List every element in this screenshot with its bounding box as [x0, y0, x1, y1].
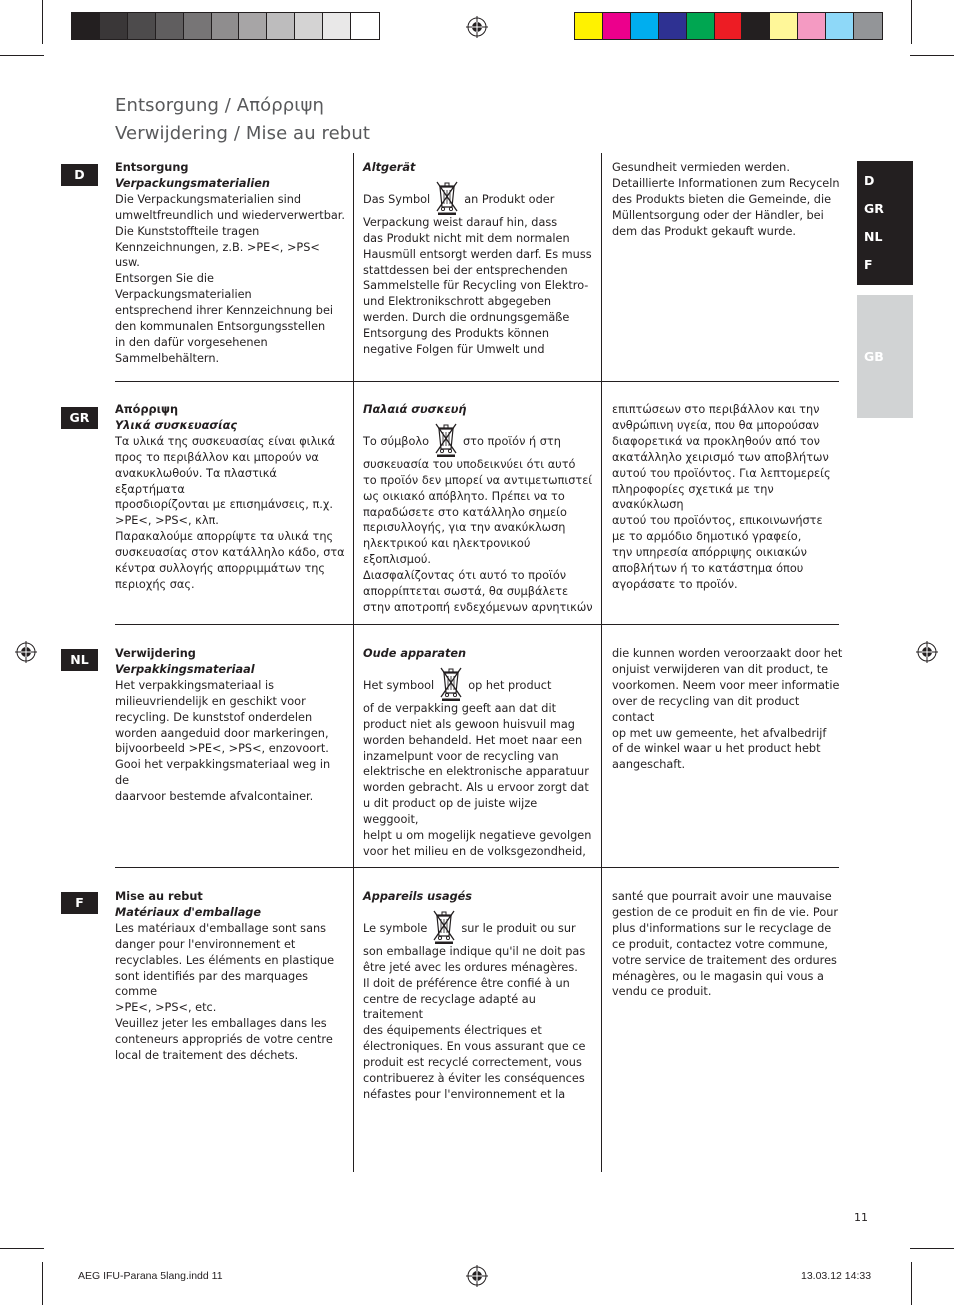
color-bar	[574, 12, 883, 40]
gray-swatch	[267, 13, 295, 39]
section-body: Les matériaux d'emballage sont sans danger pour l'environnement et recyclables. Les éléments en plastique sont identifiés par des marquages comme >PE<, >PS<, etc. Veuillez jeter les emballages dans les conteneurs appropriés de votre centre local de traitement des déchets.	[115, 921, 335, 1063]
crop-mark	[42, 0, 43, 44]
section-subtitle: Υλικά συσκευασίας	[115, 418, 238, 432]
section-title: Entsorgung	[115, 161, 189, 174]
page-number: 11	[854, 1211, 868, 1224]
section-body: Verpackung weist darauf hin, dass das Produkt nicht mit dem normalen Hausmüll entsorgt werden darf. Es muss stattdessen bei der entsprechenden Sammelstelle für Recycling von Elektro- und Elektronikschrott abgegeben werden. Durch die ordnungsgemäße Entsorgung des Produkts können negative Folgen für Umwelt und	[363, 215, 592, 357]
recycling-info-column	[612, 402, 844, 593]
color-swatch	[798, 13, 826, 39]
gray-swatch	[351, 13, 379, 39]
footer-date: 13.03.12 14:33	[801, 1270, 872, 1282]
old-appliance-column	[363, 160, 595, 358]
language-tab-f: F	[864, 257, 873, 272]
language-tag: F	[61, 892, 98, 914]
language-tag: NL	[61, 649, 98, 671]
registration-mark-icon	[466, 1265, 488, 1287]
section-body: Het verpakkingsmateriaal is milieuvriendelijk en geschikt voor recycling. De kunststof onderdelen worden aangeduid door markeringen, bijvoorbeeld >PE<, >PS<, enzovoort. Gooi het verpakkingsmateriaal weg in de daarvoor bestemde afvalcontainer.	[115, 678, 331, 804]
section-body: son emballage indique qu'il ne doit pas être jeté avec les ordures ménagères. Il doit de préférence être confié à un centre de recyclage adapté au traitement des équipements électriques et électroniques. En vous assurant que ce produit est recyclé correctement, vous contribuerez à éviter les conséquences néfastes pour l'environnement et la	[363, 944, 586, 1101]
recycling-info-column	[612, 646, 844, 773]
gray-swatch	[72, 13, 100, 39]
crop-mark	[910, 1248, 954, 1249]
packaging-column	[115, 646, 347, 805]
symbol-text-after: στο προϊόν ή στη	[463, 434, 561, 448]
section-title: Verwijdering	[115, 647, 196, 660]
color-swatch	[659, 13, 687, 39]
old-appliance-column	[363, 889, 595, 1103]
section-subtitle: Matériaux d'emballage	[115, 905, 262, 919]
section-divider	[115, 381, 839, 382]
weee-crossed-bin-icon	[435, 423, 457, 457]
registration-mark-icon	[466, 16, 488, 38]
packaging-column	[115, 889, 347, 1064]
registration-mark-icon	[15, 641, 37, 663]
color-swatch	[715, 13, 743, 39]
color-swatch	[575, 13, 603, 39]
section-body: Die Verpackungsmaterialien sind umweltfreundlich und wiederverwertbar. Die Kunststoffteile tragen Kennzeichnungen, z.B. >PE<, >PS< usw. Entsorgen Sie die Verpackungsmaterialien entsprechend ihrer Kennzeichnung bei den kommunalen Entsorgungsstellen in den dafür vorgesehenen Sammelbehältern.	[115, 192, 345, 365]
packaging-column	[115, 160, 347, 367]
gray-swatch	[212, 13, 240, 39]
old-appliance-column	[363, 402, 595, 616]
gray-swatch	[323, 13, 351, 39]
section-title: Altgerät	[363, 161, 416, 174]
page-title: Entsorgung / Απόρριψη	[115, 95, 324, 116]
section-body: Τα υλικά της συσκευασίας είναι φιλικά προς το περιβάλλον και μπορούν να ανακυκλωθούν. Τα πλαστικά εξαρτήματα προσδιορίζονται με επισημάνσεις, π.χ. >PE<, >PS<, κλπ. Παρακαλούμε απορρίψτε τα υλικά της συσκευασίας στον κατάλληλο κάδο, στα κέντρα συλλογής απορριμμάτων της περιοχής σας.	[115, 434, 345, 591]
section-title: Mise au rebut	[115, 890, 203, 903]
symbol-text-after: an Produkt oder	[464, 192, 555, 206]
color-swatch	[854, 13, 882, 39]
section-subtitle: Verpakkingsmateriaal	[115, 662, 255, 676]
crop-mark	[911, 1262, 912, 1305]
crop-mark	[0, 1248, 44, 1249]
column-divider	[353, 153, 354, 1172]
section-body: of de verpakking geeft aan dat dit product niet als gewoon huisvuil mag worden behandeld. Het moet naar een inzamelpunt voor de recycling van elektrische en elektronische apparatuur worden gebracht. Als u ervoor zorgt dat u dit product op de juiste wijze weggooit, helpt u om mogelijk negatieve gevolgen voor het milieu en de volksgezondheid,	[363, 701, 592, 858]
language-tab-gr: GR	[864, 201, 884, 216]
section-title: Απόρριψη	[115, 403, 179, 416]
symbol-line	[363, 192, 595, 215]
section-title: Appareils usagés	[363, 890, 473, 903]
packaging-column	[115, 402, 347, 593]
language-tab-gb: GB	[864, 349, 884, 364]
gray-swatch	[295, 13, 323, 39]
color-swatch	[742, 13, 770, 39]
weee-crossed-bin-icon	[433, 910, 455, 944]
weee-crossed-bin-icon	[436, 181, 458, 215]
symbol-text-before: Das Symbol	[363, 192, 431, 206]
section-divider	[115, 624, 839, 625]
color-swatch	[826, 13, 854, 39]
weee-crossed-bin-icon	[440, 667, 462, 701]
gray-swatch	[100, 13, 128, 39]
language-tab-d: D	[864, 173, 875, 188]
color-swatch	[603, 13, 631, 39]
symbol-line	[363, 678, 595, 701]
gray-swatch	[239, 13, 267, 39]
crop-mark	[0, 55, 44, 56]
symbol-text-before: Το σύμβολο	[363, 434, 430, 448]
section-body: συσκευασία του υποδεικνύει ότι αυτό το προϊόν δεν μπορεί να αντιμετωπιστεί ως οικιακό απόβλητο. Πρέπει να το παραδώσετε στο κατάλληλο σημείο περισυλλογής, για την ανακύκλωση ηλεκτρικού και ηλεκτρονικού εξοπλισμού. Διασφαλίζοντας ότι αυτό το προϊόν απορρίπτεται σωστά, θα συμβάλετε στην αποτροπή ενδεχόμενων αρνητικών	[363, 457, 593, 614]
column-divider	[601, 153, 602, 1172]
symbol-text-after: sur le produit ou sur	[461, 921, 576, 935]
color-swatch	[687, 13, 715, 39]
section-body: santé que pourrait avoir une mauvaise gestion de ce produit en fin de vie. Pour plus d'informations sur le recyclage de ce produit, contactez votre commune, votre service de traitement des ordures ménagères, ou le magasin qui vous a vendu ce produit.	[612, 890, 839, 999]
color-swatch	[770, 13, 798, 39]
language-tag: GR	[61, 407, 98, 429]
symbol-text-before: Het symbool	[363, 678, 435, 692]
section-body: die kunnen worden veroorzaakt door het onjuist verwijderen van dit product, te voorkomen. Neem voor meer informatie over de recycling van dit product contact op met uw gemeente, het afvalbedrijf of de winkel waar u het product hebt aangeschaft.	[612, 647, 843, 772]
crop-mark	[910, 55, 954, 56]
page-title: Verwijdering / Mise au rebut	[115, 123, 370, 144]
recycling-info-column	[612, 160, 844, 240]
section-body: επιπτώσεων στο περιβάλλον και την ανθρώπινη υγεία, που θα μπορούσαν διαφορετικά να προκληθούν από τον ακατάλληλο χειρισμό των αποβλήτων αυτού του προϊόντος. Για λεπτομερείς πληροφορίες σχετικά με την ανακύκλωση αυτού του προϊόντος, επικοινωνήστε με το αρμόδιο δημοτικό γραφείο, την υπηρεσία απόρριψης οικιακών αποβλήτων ή το κατάστημα όπου αγοράσατε το προϊόν.	[612, 403, 831, 591]
grayscale-bar	[71, 12, 380, 40]
crop-mark	[911, 0, 912, 44]
symbol-line	[363, 434, 595, 457]
registration-mark-icon	[916, 641, 938, 663]
section-title: Oude apparaten	[363, 647, 467, 660]
recycling-info-column	[612, 889, 844, 1000]
gray-swatch	[156, 13, 184, 39]
section-divider	[115, 867, 839, 868]
old-appliance-column	[363, 646, 595, 860]
symbol-text-before: Le symbole	[363, 921, 428, 935]
language-tag: D	[61, 164, 98, 186]
gray-swatch	[128, 13, 156, 39]
section-body: Gesundheit vermieden werden. Detaillierte Informationen zum Recyceln des Produkts bieten die Gemeinde, die Müllentsorgung oder der Händler, bei dem das Produkt gekauft wurde.	[612, 161, 840, 238]
language-tab-nl: NL	[864, 229, 883, 244]
symbol-line	[363, 921, 595, 944]
section-title: Παλαιά συσκευή	[363, 403, 467, 416]
section-subtitle: Verpackungsmaterialien	[115, 176, 270, 190]
gray-swatch	[184, 13, 212, 39]
crop-mark	[42, 1262, 43, 1305]
footer-file-info: AEG IFU-Parana 5lang.indd 11	[78, 1270, 223, 1282]
symbol-text-after: op het product	[468, 678, 552, 692]
color-swatch	[631, 13, 659, 39]
